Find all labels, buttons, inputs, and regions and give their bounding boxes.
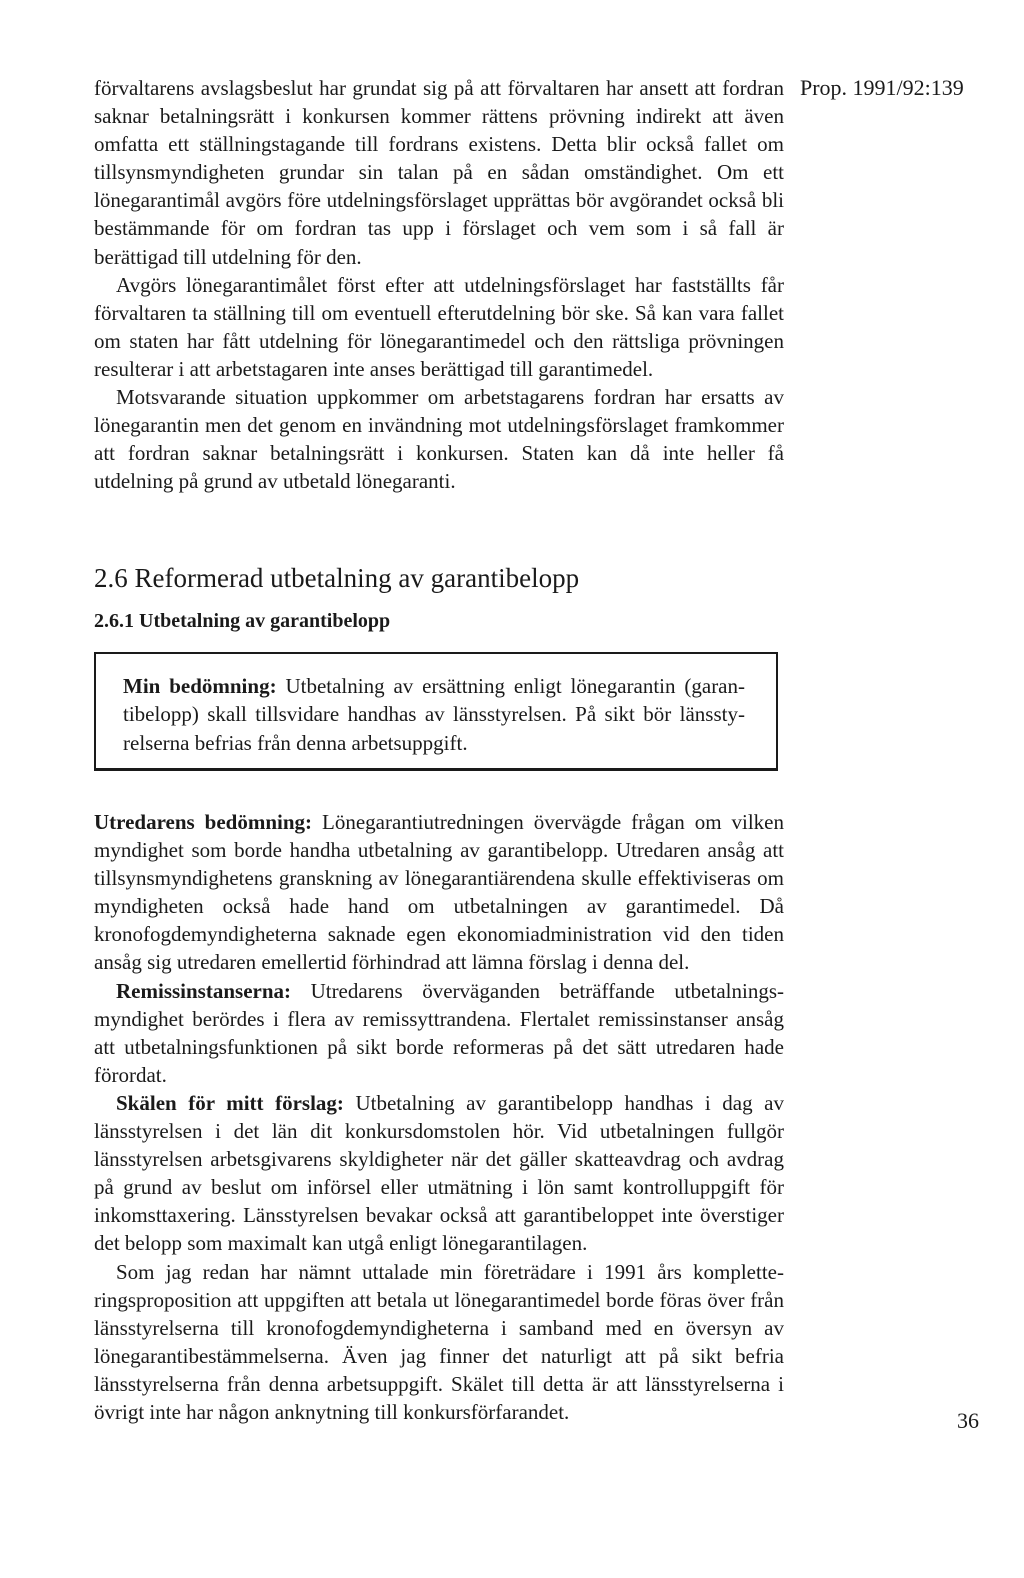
paragraph-utredarens-bedomning bbox=[94, 808, 784, 977]
paragraph: Avgörs lönegarantimålet först efter att utdelningsförslaget har fastställts får förvaltaren ta ställning till om eventuell efterutdelning bör ske. Så kan vara fallet om staten har fått utdelning för lönegarantimedel och den rättsliga prövningen resulterar i att arbetstagaren inte anses berättigad till garantimedel. bbox=[94, 272, 784, 381]
paragraph-remissinstanserna bbox=[94, 977, 784, 1089]
paragraph-body: Lönegarantiutredningen övervägde frågan om vilken myndighet som borde handha utbetalning av garantibelopp. Utredaren ansåg att tillsynsmyndighetens granskning av lönegarantiärendena skulle effektiviseras om myndigheten också hade hand om utbetalningen av garantimedel. Då kronofogdemyndigheterna saknade egen ekonomiadministration vid den tiden ansåg sig utredaren emellertid förhindrad att lämna förslag i denna del. bbox=[94, 810, 784, 975]
paragraph: Motsvarande situation uppkommer om arbetstagarens fordran har ersatts av lönegarantin men det genom en invändning mot utdelningsförslaget framkommer att fordran saknar betalningsrätt i konkursen. Staten kan då inte heller få utdelning på grund av utbetald lönegaranti. bbox=[94, 385, 784, 494]
intro-text-block bbox=[94, 74, 784, 495]
paragraph-skalen bbox=[94, 1089, 784, 1258]
assessment-body: Utbetalning av ersättning enligt lönegarantin (garantibelopp) skall tillsvidare handhas av länsstyrelsen. På sikt bör länsstyrelserna befrias från denna arbetsuppgift. bbox=[123, 674, 746, 755]
paragraph-lead: Remissinstanserna: bbox=[116, 978, 292, 1003]
assessment-box bbox=[94, 652, 778, 771]
page-number: 36 bbox=[957, 1408, 979, 1433]
paragraph-body: Utredarens överväganden beträffande utbetalningsmyndighet berördes i flera av remissyttrandena. Flertalet remissinstanser ansåg att utbetalningsfunktionen på sikt borde reformeras på det sätt utredaren hade förordat. bbox=[94, 978, 784, 1087]
paragraph: Som jag redan har nämnt uttalade min företrädare i 1991 års kompletteringsproposition att uppgiften att betala ut lönegarantimedel borde föras över från länsstyrelserna till kronofogdemyndigheterna i samband med en översyn av lönegarantibestämmelserna. Även jag finner det naturligt att på sikt befria länsstyrelserna från denna arbetsuppgift. Skälet till detta är att länsstyrelserna i övrigt inte har någon anknytning till konkursförfarandet. bbox=[94, 1259, 784, 1424]
body-text-block bbox=[94, 808, 784, 1426]
paragraph: förvaltarens avslagsbeslut har grundat sig på att förvaltaren har ansett att fordran saknar betalningsrätt i konkursen kommer rättens prövning indirekt att även omfatta ett ställningstagande till fordrans existens. Detta blir också fallet om tillsynsmyndigheten grundar sin talan på en sådan omständighet. Om ett lönegarantimål avgörs före utdelningsförslaget upprättas bör avgörandet också bli bestämmande för om fordran tas upp i förslaget och vem som i så fall är berättigad till utdelning för den. bbox=[94, 76, 784, 269]
assessment-lead: Min bedömning: bbox=[123, 674, 277, 698]
section-heading: 2.6 Reformerad utbetalning av garantibelopp bbox=[94, 563, 580, 593]
document-reference: Prop. 1991/92:139 bbox=[800, 75, 964, 100]
paragraph-lead: Skälen för mitt förslag: bbox=[116, 1090, 344, 1115]
subsection-heading: 2.6.1 Utbetalning av garantibelopp bbox=[94, 610, 391, 632]
assessment-text bbox=[123, 672, 745, 757]
paragraph-lead: Utredarens bedömning: bbox=[94, 810, 313, 834]
paragraph-body: Utbetalning av garantibelopp handhas i dag av länsstyrelsen i det län dit konkursdomstolen hör. Vid utbetalningen fullgör länsstyrelsen arbetsgivarens skyldigheter när det gäller skatteavdrag och avdrag på grund av beslut om införsel eller utmätning i lön samt kontrolluppgift för inkomsttaxering. Länsstyrelsen bevakar också att garantibeloppet inte överstiger det belopp som maximalt kan utgå enligt lönegarantilagen. bbox=[94, 1090, 784, 1256]
